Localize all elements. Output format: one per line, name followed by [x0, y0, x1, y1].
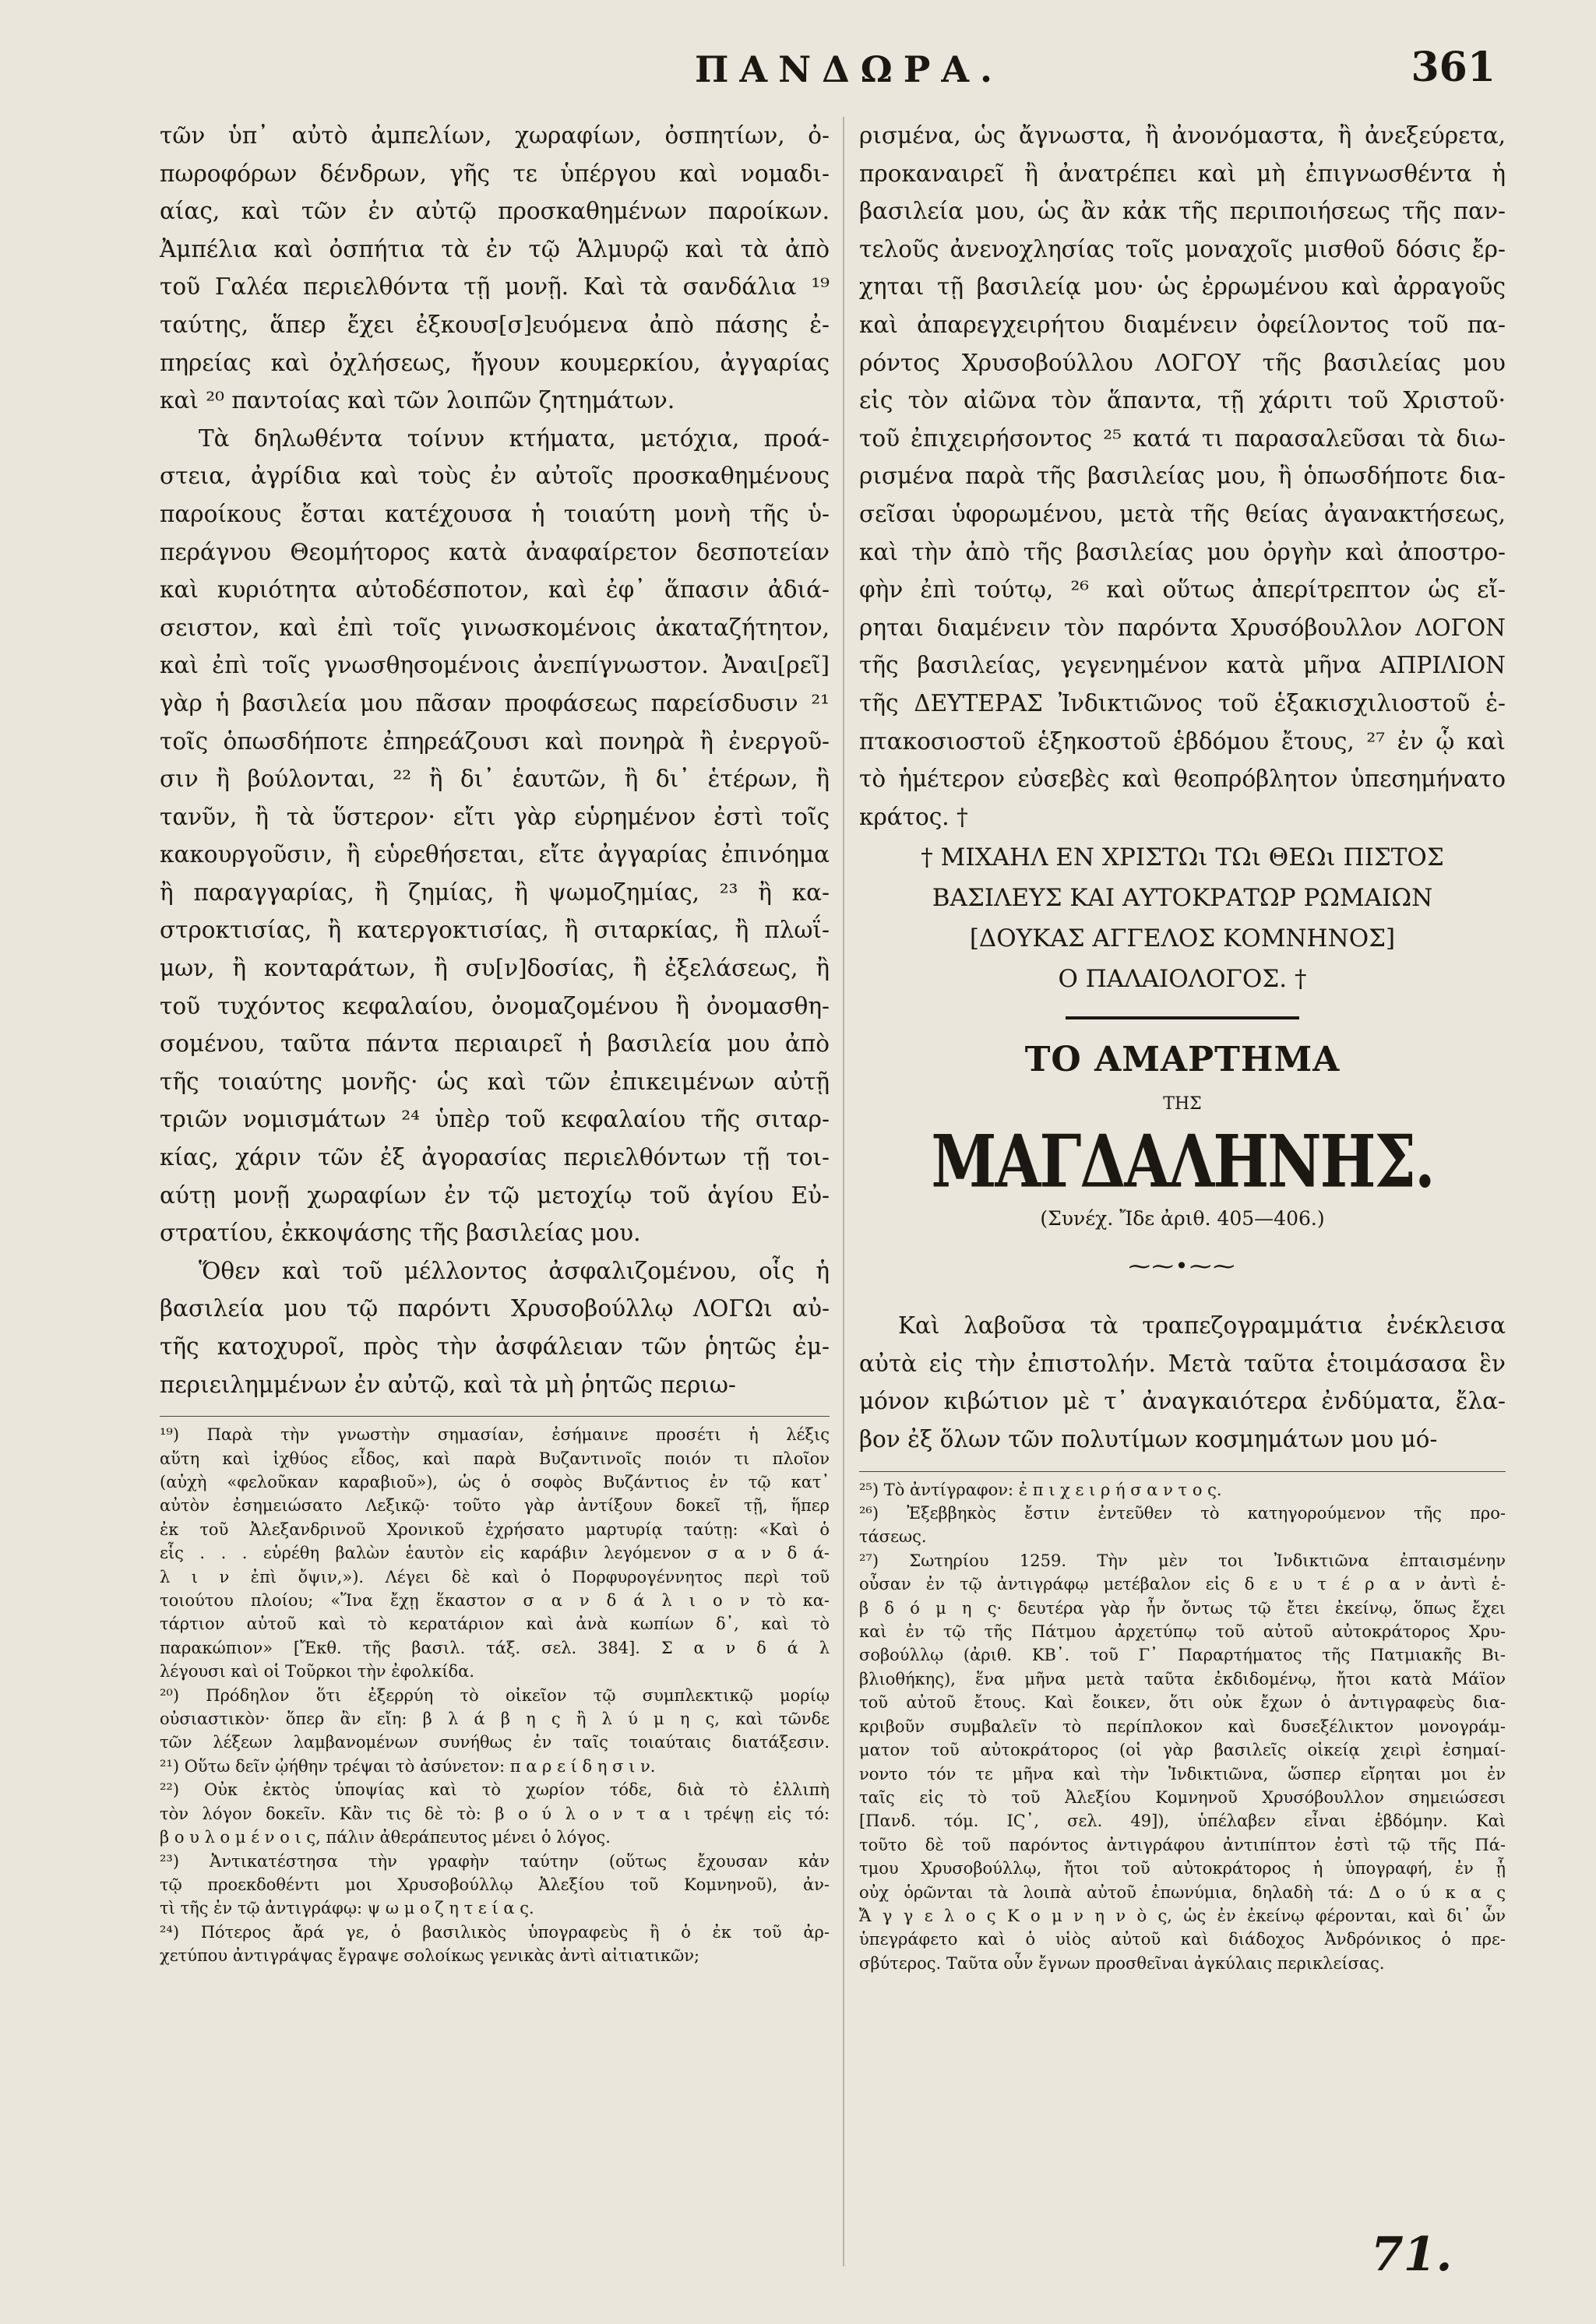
story-body-text [859, 1307, 1506, 1458]
running-head [156, 44, 1542, 103]
text-line: τοῦ τυχόντος κεφαλαίου, ὀνομαζομένου ἢ ὀνομασθη- [160, 992, 830, 1019]
imperial-signature [859, 837, 1506, 999]
text-line: ρόντος Χρυσοβούλλου ΛΟΓΟΥ τῆς βασιλείας μου [859, 349, 1506, 376]
signature-mark: 71. [1371, 2227, 1453, 2282]
text-line: βασιλεία μου, ὡς ἂν κἀκ τῆς περιποιήσεως τῆς παν- [859, 198, 1506, 225]
text-line: Ἀμπέλια καὶ ὀσπήτια τὰ ἐν τῷ Ἁλμυρῷ καὶ τὰ ἀπὸ [160, 235, 830, 262]
signature-line: [ΔΟΥΚΑΣ ΑΓΓΕΛΟΣ ΚΟΜΝΗΝΟΣ] [969, 924, 1396, 953]
text-line: τῆς κατοχυροῖ, πρὸς τὴν ἀσφάλειαν τῶν ῥητῶς ἐμ- [160, 1333, 830, 1360]
right-column [859, 117, 1506, 1975]
footnote-line: καὶ ἐν τῷ τῆς Πάτμου ἀρχετύπῳ τοῦ αὐτοῦ αὐτοκράτορος Χρυ- [859, 1622, 1506, 1642]
footnote-line: τοιούτου πλοίου; «Ἵνα ἔχῃ ἕκαστον σ α ν δ ά λ ι ο ν τὸ κα- [160, 1591, 830, 1611]
journal-title: ΠΑΝΔΩΡΑ. [694, 48, 1004, 90]
footnote-line: οὖσαν ἐν τῷ ἀντιγράφῳ μετέβαλον εἰς δ ε υ τ έ ρ α ν ἀντὶ ἑ- [859, 1575, 1506, 1594]
text-line: εἰς τὸν αἰῶνα τὸν ἅπαντα, τῇ χάριτι τοῦ Χριστοῦ· [859, 387, 1506, 414]
text-line: καὶ ²⁰ παντοίας καὶ τῶν λοιπῶν ζητημάτων. [160, 387, 675, 414]
text-line: φὴν ἐπὶ τούτῳ, ²⁶ καὶ οὕτως ἀπερίτρεπτον ὡς εἴ- [859, 576, 1506, 604]
footnote-line: αὕτη καὶ ἰχθύος εἶδος, καὶ παρὰ Βυζαντινοῖς ποιόν τι πλοῖον [160, 1449, 830, 1468]
text-line: πωροφόρων δένδρων, γῆς τε ὑπέργου καὶ νομαδι- [160, 160, 830, 187]
footnote-line: τὶ τῆς ἐν τῷ ἀντιγράφῳ: ψ ω μ ο ζ η τ ε ί α ς. [160, 1899, 534, 1918]
text-line: τριῶν νομισμάτων ²⁴ ὑπὲρ τοῦ κεφαλαίου τῆς σιταρ- [160, 1106, 830, 1133]
footnote-divider [160, 1416, 830, 1417]
text-line: καὶ ἀπαρεγχειρήτου διαμένειν ὀφείλοντος τοῦ πα- [859, 311, 1506, 338]
text-line: Ὅθεν καὶ τοῦ μέλλοντος ἀσφαλιζομένου, οἷς ἡ [199, 1257, 830, 1284]
text-line: Τὰ δηλωθέντα τοίνυν κτήματα, μετόχια, προά- [199, 424, 830, 452]
footnote-line: χετύπου ἀντιγράψας ἔγραψε σολοίκως γενικὰς ἀντὶ αἰτιατικῶν; [160, 1946, 700, 1966]
footnote-line: ²²) Οὐκ ἐκτὸς ὑποψίας καὶ τὸ χωρίον τόδε, διὰ τὸ ἐλλιπὴ [160, 1780, 830, 1800]
footnote-divider [859, 1471, 1506, 1472]
footnote-line: τῷ προεκδοθέντι μοι Χρυσοβούλλῳ Ἀλεξίου τοῦ Κομνηνοῦ), ἀν- [160, 1875, 830, 1894]
ornament-divider: ⁓⁓•⁓⁓ [1128, 1252, 1237, 1279]
footnote-line: τάρτιον αὐτοῦ καὶ τὸ κερατάριον καὶ ἀνὰ κωπίων δ᾽, καὶ τὸ [160, 1614, 830, 1634]
text-line: πτακοσιοστοῦ ἑξηκοστοῦ ἑβδόμου ἔτους, ²⁷ ἐν ᾧ καὶ [859, 727, 1506, 755]
footnote-line: β ο υ λ ο μ έ ν ο ι ς, πάλιν ἀθεράπευτος μένει ὁ λόγος. [160, 1828, 611, 1847]
text-line: ταύτης, ἅπερ ἔχει ἐξκουσ[σ]ευόμενα ἀπὸ πάσης ἐ- [160, 311, 830, 338]
footnote-line: ²⁴) Πότερος ἄρά γε, ὁ βασιλικὸς ὑπογραφεὺς ἢ ὁ ἐκ τοῦ ἀρ- [160, 1922, 830, 1942]
text-line: μων, ἢ κονταράτων, ἢ συ[ν]δοσίας, ἢ ἐξελάσεως, ἢ [160, 955, 830, 982]
left-column [160, 117, 830, 1968]
story-title: ΤΟ ΑΜΑΡΤΗΜΑ [1024, 1040, 1341, 1080]
footnote-line: λέγουσι καὶ οἱ Τοῦρκοι τὴν ἐφολκίδα. [160, 1662, 475, 1681]
text-line: αὐτὰ εἰς τὴν ἐπιστολήν. Μετὰ ταῦτα ἑτοιμάσασα ἓν [859, 1350, 1506, 1377]
footnote-line: οὐσιαστικὸν· ὅπερ ἂν εἴη: β λ ά β η ς ἢ λ ύ μ η ς, καὶ τῶνδε [160, 1710, 830, 1729]
text-line: στεια, ἀγρίδια καὶ τοὺς ἐν αὐτοῖς προσκαθημένους [160, 463, 830, 490]
text-line: τοῦ ἐπιχειρήσοντος ²⁵ κατά τι παρασαλεῦσαι τὰ διω- [859, 424, 1506, 452]
text-line: τῆς βασιλείας, γεγενημένον κατὰ μῆνα ΑΠΡΙΛΙΟΝ [859, 652, 1506, 679]
signature-line: † ΜΙΧΑΗΛ ΕΝ ΧΡΙΣΤΩι ΤΩι ΘΕΩι ΠΙΣΤΟΣ [921, 843, 1444, 872]
text-line: αίας, καὶ τῶν ἐν αὐτῷ προσκαθημένων παροίκων. [160, 198, 830, 225]
text-line: Καὶ λαβοῦσα τὰ τραπεζογραμμάτια ἐνέκλεισα [898, 1312, 1506, 1340]
text-line: βον ἐξ ὅλων τῶν πολυτίμων κοσμημάτων μου μό- [859, 1426, 1438, 1453]
footnote-line: ²⁷) Σωτηρίου 1259. Τὴν μὲν τοι Ἰνδικτιῶνα ἐπταισμένην [859, 1551, 1506, 1570]
text-line: ρηται διαμένειν τὸν παρόντα Χρυσόβουλλον ΛΟΓΟΝ [859, 614, 1506, 641]
text-line: καὶ κυριότητα αὐτοδέσποτον, καὶ ἐφ᾽ ἅπασιν ἀδιά- [160, 576, 830, 604]
footnote-line: ²¹) Οὕτω δεῖν ᾠήθην τρέψαι τὸ ἀσύνετον: π α ρ ε ί δ η σ ι ν. [160, 1756, 656, 1776]
text-line: τανῦν, ἢ τὰ ὕστερον· εἴτι γὰρ εὑρημένον ἐστὶ τοῖς [160, 803, 830, 830]
footnote-line: αὐτὸν ἐσημειώσατο Λεξικῷ· τοῦτο γὰρ ἀντίξουν δοκεῖ τῇ, ἥπερ [160, 1496, 830, 1516]
text-line: γὰρ ἡ βασιλεία μου πᾶσαν προφάσεως παρείσδυσιν ²¹ [160, 689, 830, 717]
footnote-line: βλιοθήκης), ἕνα μῆνα μετὰ ταῦτα ἐκδιδομένῳ, ἤτοι κατὰ Μάϊον [859, 1669, 1506, 1688]
footnote-line: ματον τοῦ αὐτοκράτορος (οἱ γὰρ βασιλεῖς οἰκείᾳ χειρὶ ἐσημαί- [859, 1741, 1506, 1760]
column-divider [843, 117, 844, 2266]
text-line: στροκτισίας, ἢ κατεργοκτισίας, ἢ σιταρκίας, ἢ πλωΐ- [160, 917, 830, 944]
footnote-line: ὑπεγράφετο καὶ ὁ υἱὸς αὐτοῦ καὶ διάδοχος Ἀνδρόνικος ὁ πρε- [859, 1930, 1506, 1949]
text-line: αύτῃ μονῇ χωραφίων ἐν τῷ μετοχίῳ τοῦ ἁγίου Εὐ- [160, 1181, 830, 1209]
footnote-line: β δ ό μ η ς· δευτέρα γὰρ ἦν ὄντως τῷ ἔτει ἐκείνῳ, ὅπως ἔχει [859, 1598, 1506, 1618]
left-footnotes [160, 1423, 830, 1967]
story-title-name: ΜΑΓΔΑΛΗΝΗΣ. [931, 1119, 1434, 1205]
footnote-line: σοβούλλῳ (ἀριθ. ΚΒ᾽. τοῦ Γ᾽ Παραρτήματος τῆς Πατμιακῆς Βι- [859, 1646, 1506, 1665]
text-line: σειστον, καὶ ἐπὶ τοῖς γινωσκομένοις ἀκαταζήτητον, [160, 614, 830, 641]
text-line: παροίκους ἔσται κατέχουσα ἡ τοιαύτη μονὴ τῆς ὑ- [160, 500, 830, 527]
text-line: περάγνου Θεομήτορος κατὰ ἀναφαίρετον δεσποτείαν [160, 538, 830, 565]
text-line: περιειλημμένων ἐν αὐτῷ, καὶ τὰ μὴ ῥητῶς περιω- [160, 1371, 736, 1398]
text-line: τελοῦς ἀνενοχλησίας τοῖς μοναχοῖς μισθοῦ δόσις ἔρ- [859, 235, 1506, 262]
right-footnotes [859, 1478, 1506, 1976]
footnote-line: Ἄ γ γ ε λ ο ς Κ ο μ ν η ν ὸ ς, ὡς ἐν ἐκείνῳ φέρονται, καὶ δι᾽ ὧν [859, 1906, 1506, 1925]
footnote-line: σβύτερος. Ταῦτα οὖν ἔγνων προσθεῖναι ἀγκύλαις περικλείσας. [859, 1953, 1385, 1973]
footnote-line: ταῖς εἰς τὸ τοῦ Ἀλεξίου Κομνηνοῦ Χρυσόβουλλον σημειώσεσι [859, 1787, 1506, 1807]
text-line: ρισμένα, ὡς ἄγνωστα, ἢ ἀνονόμαστα, ἢ ἀνεξεύρετα, [859, 122, 1506, 149]
text-line: κίας, χάριν τῶν ἐξ ἀγορασίας περιελθόντων τῇ τοι- [160, 1144, 830, 1171]
footnote-line: τάσεως. [859, 1527, 927, 1547]
text-line: τῶν ὑπ᾽ αὐτὸ ἀμπελίων, χωραφίων, ὀσπητίων, ὀ- [160, 122, 830, 149]
text-line: καὶ τὴν ἀπὸ τῆς βασιλείας μου ὀργὴν καὶ ἀποστρο- [859, 538, 1506, 565]
text-line: τοῖς ὁπωσδήποτε ἐπηρεάζουσι καὶ πονηρὰ ἢ ἐνεργοῦ- [160, 727, 830, 755]
text-line: χηται τῇ βασιλείᾳ μου· ὡς ἐρρωμένου καὶ ἀρραγοῦς [859, 273, 1506, 301]
footnote-line: εἷς . . . εὑρέθη βαλὼν ἑαυτὸν εἰς καράβιν λεγόμενον σ α ν δ ά- [160, 1544, 830, 1563]
text-line: τὸ ἡμέτερον εὐσεβὲς καὶ θεοπρόβλητον ὑπεσημήνατο [859, 766, 1506, 793]
footnote-line: ²³) Ἀντικατέστησα τὴν γραφὴν ταύτην (οὕτως ἔχουσαν κἀν [160, 1851, 830, 1871]
text-line: βασιλεία μου τῷ παρόντι Χρυσοβούλλῳ ΛΟΓΩι αὐ- [160, 1295, 830, 1322]
footnote-line: [Πανδ. τόμ. ΙϚ᾽, σελ. 49]), ὑπέλαβεν εἶναι ἑβδόμην. Καὶ [859, 1812, 1506, 1831]
text-line: κράτος. † [859, 803, 968, 830]
text-line: τῆς τοιαύτης μονῆς· ὡς καὶ τῶν ἐπικειμένων αὐτῇ [160, 1068, 830, 1095]
text-line: προκαναιρεῖ ἢ ἀνατρέπει καὶ μὴ ἐπιγνωσθέντα ἡ [859, 160, 1506, 187]
left-body-text [160, 117, 830, 1403]
footnote-line: ἐκ τοῦ Ἀλεξανδρινοῦ Χρονικοῦ ἐχρήσατο μαρτυρίᾳ ταύτῃ: «Καὶ ὁ [160, 1519, 830, 1539]
story-continuation: (Συνέχ. Ἴδε ἀριθ. 405—406.) [1040, 1207, 1325, 1231]
text-line: πηρείας καὶ ὀχλήσεως, ἤγουν κουμερκίου, ἀγγαρίας [160, 349, 830, 376]
footnote-line: ²⁵) Τὸ ἀντίγραφον: ἐ π ι χ ε ι ρ ή σ α ν τ ο ς. [859, 1480, 1222, 1499]
text-line: τῆς ΔΕΥΤΕΡΑΣ Ἰνδικτιῶνος τοῦ ἑξακισχιλιοστοῦ ἑ- [859, 689, 1506, 717]
text-line: σομένου, ταῦτα πάντα περιαιρεῖ ἡ βασιλεία μου ἀπὸ [160, 1030, 830, 1058]
story-title-article: ΤΗΣ [1163, 1093, 1202, 1114]
signature-line: ΒΑΣΙΛΕΥΣ ΚΑΙ ΑΥΤΟΚΡΑΤΩΡ ΡΩΜΑΙΩΝ [932, 884, 1433, 913]
text-line: μόνον κιβώτιον μὲ τ᾽ ἀναγκαιότερα ἐνδύματα, ἔλα- [859, 1388, 1506, 1415]
footnote-line: τμου Χρυσοβούλλῳ, ἤτοι τοῦ αὐτοκράτορος ἡ ὑπογραφή, ἐν ᾗ [859, 1859, 1506, 1879]
text-line: σεῖσαι ὑφορωμένου, μετὰ τῆς θείας ἀγανακτήσεως, [859, 500, 1506, 527]
text-line: κακουργοῦσιν, ἢ εὑρεθήσεται, εἴτε ἀγγαρίας ἐπινόημα [160, 841, 830, 868]
signature-line: Ο ΠΑΛΑΙΟΛΟΓΟΣ. † [1058, 965, 1307, 994]
section-divider [1066, 1016, 1299, 1019]
text-line: ἢ παραγγαρίας, ἢ ζημίας, ἢ ψωμοζημίας, ²³ ἢ κα- [160, 879, 830, 906]
footnote-line: τὸν λόγον δοκεῖν. Κἂν τις δὲ τὸ: β ο ύ λ ο ν τ α ι τρέψῃ εἰς τό: [160, 1804, 830, 1823]
text-line: ρισμένα παρὰ τῆς βασιλείας μου, ἢ ὁπωσδήποτε δια- [859, 463, 1506, 490]
text-line: τοῦ Γαλέα περιελθόντα τῇ μονῇ. Καὶ τὰ σανδάλια ¹⁹ [160, 273, 830, 301]
footnote-line: τοῦτο δὲ τοῦ παρόντος ἀντιγράφου ἀντιπίπτον ἐστὶ τῷ τῆς Πά- [859, 1835, 1506, 1854]
right-body-text [859, 117, 1506, 836]
page-number: 361 [1411, 44, 1496, 91]
footnote-line: παρακώπιον» [Ἔκθ. τῆς βασιλ. τάξ. σελ. 384]. Σ α ν δ ά λ [160, 1638, 830, 1657]
footnote-line: οὐχ ὁρῶνται τὰ λοιπὰ αὐτοῦ ἐπωνύμια, δηλαδὴ τά: Δ ο ύ κ α ς [859, 1882, 1506, 1902]
footnote-line: (αὐχὴ «φελοῦκαν καραβιοῦ»), ὡς ὁ σοφὸς Βυζάντιος ἐν τῷ κατ᾽ [160, 1473, 830, 1491]
footnote-line: τοῦ αὐτοῦ ἔτους. Καὶ ἔοικεν, ὅτι οὐκ ἔχων ὁ ἀντιγραφεὺς δια- [859, 1693, 1506, 1713]
footnote-line: ²⁶) Ἐξεββηκὸς ἔστιν ἐντεῦθεν τὸ κατηγορούμενον τῆς προ- [859, 1504, 1506, 1523]
text-line: σιν ἢ βούλονται, ²² ἢ δι᾽ ἑαυτῶν, ἢ δι᾽ ἑτέρων, ἢ [160, 766, 830, 793]
text-line: στρατίου, ἐκκοψάσης τῆς βασιλείας μου. [160, 1220, 641, 1247]
footnote-line: τῶν λέξεων λαμβανομένων συνήθως ἐν ταῖς τοιαύταις διατάξεσιν. [160, 1733, 830, 1752]
footnote-line: ¹⁹) Παρὰ τὴν γνωστὴν σημασίαν, ἐσήμαινε προσέτι ἡ λέξις [160, 1425, 830, 1445]
text-line: καὶ ἐπὶ τοῖς γνωσθησομένοις ἀνεπίγνωστον. Ἀναι[ρεῖ] [160, 652, 830, 679]
footnote-line: νοντο τόν τε μῆνα καὶ τὴν Ἰνδικτιῶνα, ὥσπερ εἴρηται μοι ἐν [859, 1764, 1506, 1783]
footnote-line: κριβοῦν συμβαλεῖν τὸ περίπλοκον καὶ δυσεξέλικτον μονογράμ- [859, 1717, 1506, 1736]
footnote-line: λ ι ν ἐπὶ ὄψιν,»). Λέγει δὲ καὶ ὁ Πορφυρογέννητος περὶ τοῦ [160, 1567, 830, 1586]
footnote-line: ²⁰) Πρόδηλον ὅτι ἐξερρύη τὸ οἰκεῖον τῷ συμπλεκτικῷ μορίῳ [160, 1685, 830, 1705]
